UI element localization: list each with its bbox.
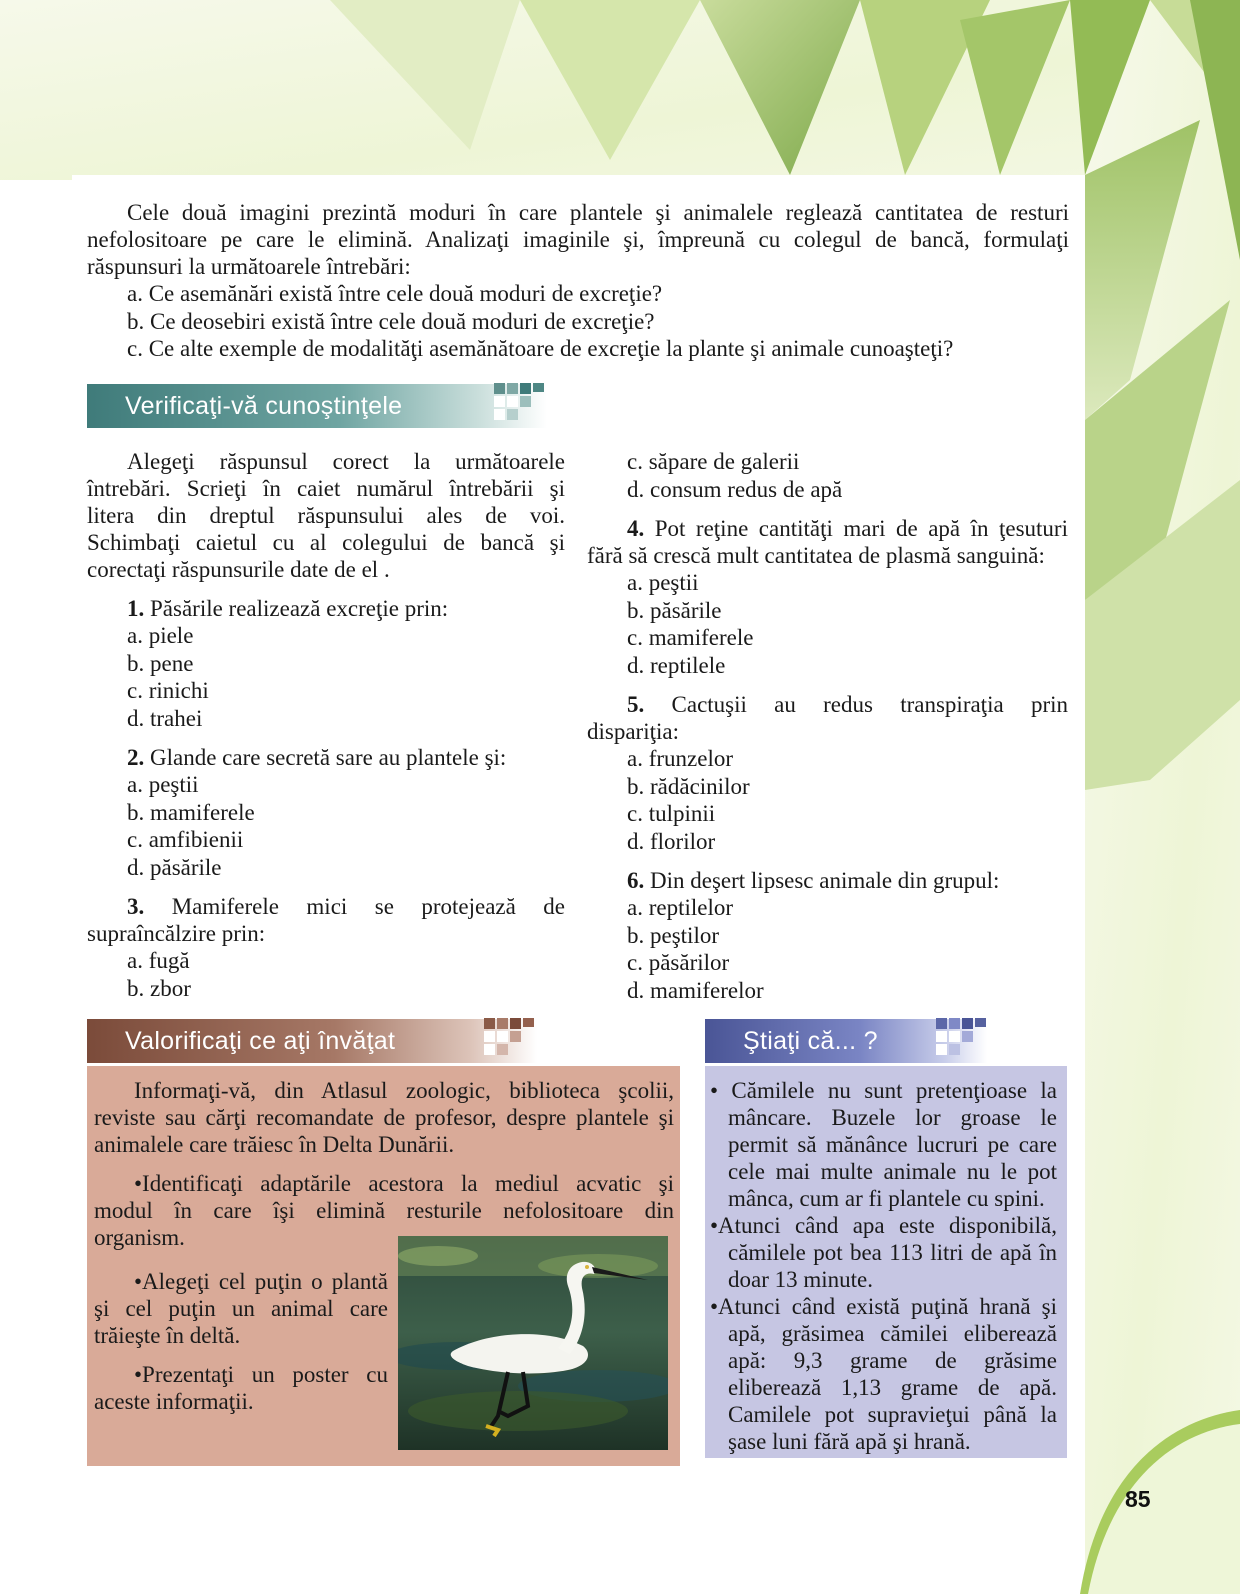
squares-decoration-icon xyxy=(484,1018,536,1064)
intro-paragraph xyxy=(87,199,1069,363)
answer-option: d. trahei xyxy=(127,705,203,731)
answer-option: d. florilor xyxy=(627,828,716,854)
apply-knowledge-title: Valorificaţi ce aţi învăţat xyxy=(125,1027,396,1055)
question-2-text: Glande care secretă sare au plantele şi: xyxy=(144,745,507,770)
answer-option: d. păsările xyxy=(127,854,222,880)
apply-text-bottom xyxy=(94,1268,388,1415)
check-left-column xyxy=(87,448,565,1002)
answer-option: a. peştii xyxy=(127,772,199,797)
answer-option: c. mamiferele xyxy=(627,625,754,650)
answer-option: b. mamiferele xyxy=(127,799,255,825)
answer-option: a. peştii xyxy=(627,570,699,595)
answer-option: c. tulpinii xyxy=(627,801,716,826)
question-4-number: 4. xyxy=(627,516,645,541)
fact-line: cele mai multe animale nu le pot xyxy=(728,1159,1057,1184)
answer-option: c. săpare de galerii xyxy=(627,449,800,474)
question-2-number: 2. xyxy=(127,745,145,770)
check-right-column xyxy=(587,448,1068,1004)
instructions-line: corectaţi răspunsurile date de el . xyxy=(87,557,390,582)
instructions-line: întrebări. Scrieţi în caiet numărul întrebării şi xyxy=(87,476,565,501)
egret-photo xyxy=(398,1236,668,1450)
page-number: 85 xyxy=(1125,1486,1151,1512)
answer-option: b. peştilor xyxy=(627,922,719,948)
fact-line: Camilele pot supravieţui până la xyxy=(728,1402,1057,1427)
question-3-number: 3. xyxy=(127,894,145,919)
apply-line: •Prezentaţi un poster cu xyxy=(134,1362,388,1387)
apply-line: şi cel puţin un animal care xyxy=(94,1296,388,1321)
apply-line: aceste informaţii. xyxy=(94,1389,254,1414)
fact-line: permit să mănânce lucruri pe care xyxy=(728,1132,1057,1157)
question-6 xyxy=(587,867,1068,894)
fact-line: • Cămilele nu sunt pretenţioase la xyxy=(710,1078,1057,1103)
instructions-line: litera din dreptul răspunsului ales de voi. xyxy=(87,503,565,528)
question-2 xyxy=(87,744,565,771)
fact-line: şase luni fără apă şi hrană. xyxy=(728,1429,971,1454)
fact-line: eliberează 1,13 grame de apă. xyxy=(728,1375,1057,1400)
question-5-number: 5. xyxy=(627,692,645,717)
intro-line: nefolositoare pe care le elimină. Analizaţi imaginile şi, împreună cu colegul de bancă, formulaţi xyxy=(87,227,1069,252)
fact-line: cămilele pot bea 113 litri de apă în xyxy=(728,1240,1057,1265)
question-3-text-cont: supraîncălzire prin: xyxy=(87,921,266,946)
question-4 xyxy=(587,515,1068,542)
apply-text-top xyxy=(94,1077,674,1251)
intro-line: răspunsuri la următoarele întrebări: xyxy=(87,254,411,279)
fact-line: doar 13 minute. xyxy=(728,1267,873,1292)
question-6-number: 6. xyxy=(627,868,645,893)
apply-line: animalele care trăiesc în Delta Dunării. xyxy=(94,1132,455,1157)
apply-line: trăieşte în deltă. xyxy=(94,1323,241,1348)
answer-option: d. reptilele xyxy=(627,652,726,678)
answer-option: a. fugă xyxy=(127,948,190,973)
question-1-number: 1. xyxy=(127,596,145,621)
answer-option: b. păsările xyxy=(627,597,722,623)
apply-line: organism. xyxy=(94,1225,185,1250)
section-title-check-knowledge xyxy=(87,384,547,428)
apply-line: •Alegeţi cel puţin o plantă xyxy=(134,1269,388,1294)
fact-line: •Atunci când există puţină hrană şi xyxy=(710,1294,1057,1319)
intro-question-c: c. Ce alte exemple de modalităţi asemănătoare de excreţie la plante şi animale cunoaşteţi? xyxy=(127,336,954,361)
answer-option: a. reptilelor xyxy=(627,895,734,920)
apply-line: modul în care îşi elimină resturile nefolositoare din xyxy=(94,1198,674,1223)
fact-line: mâncare. Buzele lor groase le xyxy=(728,1105,1057,1130)
question-5-text-cont: dispariţia: xyxy=(587,719,679,744)
answer-option: b. zbor xyxy=(127,975,191,1001)
answer-option: a. piele xyxy=(127,623,194,648)
fact-line: apă, grăsimea cămilei eliberează xyxy=(728,1321,1057,1346)
intro-line: Cele două imagini prezintă moduri în care plantele şi animalele reglează cantitatea de resturi xyxy=(127,200,1069,225)
answer-option: c. amfibienii xyxy=(127,827,244,852)
fact-line: •Atunci când apa este disponibilă, xyxy=(710,1213,1057,1238)
squares-decoration-icon xyxy=(494,383,546,429)
question-4-text-cont: fără să crescă mult cantitatea de plasmă sanguină: xyxy=(587,543,1045,568)
instructions-line: Alegeţi răspunsul corect la următoarele xyxy=(127,449,565,474)
answer-option: b. rădăcinilor xyxy=(627,773,750,799)
question-5-text: Cactuşii au redus transpiraţia prin xyxy=(644,692,1068,717)
squares-decoration-icon xyxy=(936,1018,988,1064)
apply-line: •Identificaţi adaptările acestora la mediul acvatic şi xyxy=(134,1171,674,1196)
check-knowledge-title: Verificaţi-vă cunoştinţele xyxy=(125,392,403,420)
question-6-text: Din deşert lipsesc animale din grupul: xyxy=(644,868,1000,893)
question-4-text: Pot reţine cantităţi mari de apă în ţesuturi xyxy=(644,516,1068,541)
intro-question-a: a. Ce asemănări există între cele două moduri de excreţie? xyxy=(127,281,663,306)
apply-line: Informaţi-vă, din Atlasul zoologic, biblioteca şcolii, xyxy=(134,1078,674,1103)
apply-line: reviste sau cărţi recomandate de profesor, despre plantele şi xyxy=(94,1105,674,1130)
answer-option: d. mamiferelor xyxy=(627,977,764,1003)
question-1-text: Păsările realizează excreţie prin: xyxy=(144,596,449,621)
did-you-know-title: Ştiaţi că... ? xyxy=(743,1027,878,1055)
fact-line: apă: 9,3 grame de grăsime xyxy=(728,1348,1057,1373)
answer-option: c. păsărilor xyxy=(627,950,730,975)
question-3 xyxy=(87,893,565,920)
answer-option: a. frunzelor xyxy=(627,746,733,771)
intro-question-b: b. Ce deosebiri există între cele două moduri de excreţie? xyxy=(127,308,655,334)
fact-line: mânca, cum ar fi plantele cu spini. xyxy=(728,1186,1045,1211)
answer-option: b. pene xyxy=(127,650,194,676)
instructions-line: Schimbaţi caietul cu al colegului de bancă şi xyxy=(87,530,565,555)
section-title-apply-knowledge xyxy=(87,1019,537,1063)
question-5 xyxy=(587,691,1068,718)
question-3-text: Mamiferele mici se protejează de xyxy=(144,894,565,919)
question-1 xyxy=(87,595,565,622)
answer-option: d. consum redus de apă xyxy=(627,476,843,502)
answer-option: c. rinichi xyxy=(127,678,209,703)
facts-text xyxy=(710,1077,1057,1455)
